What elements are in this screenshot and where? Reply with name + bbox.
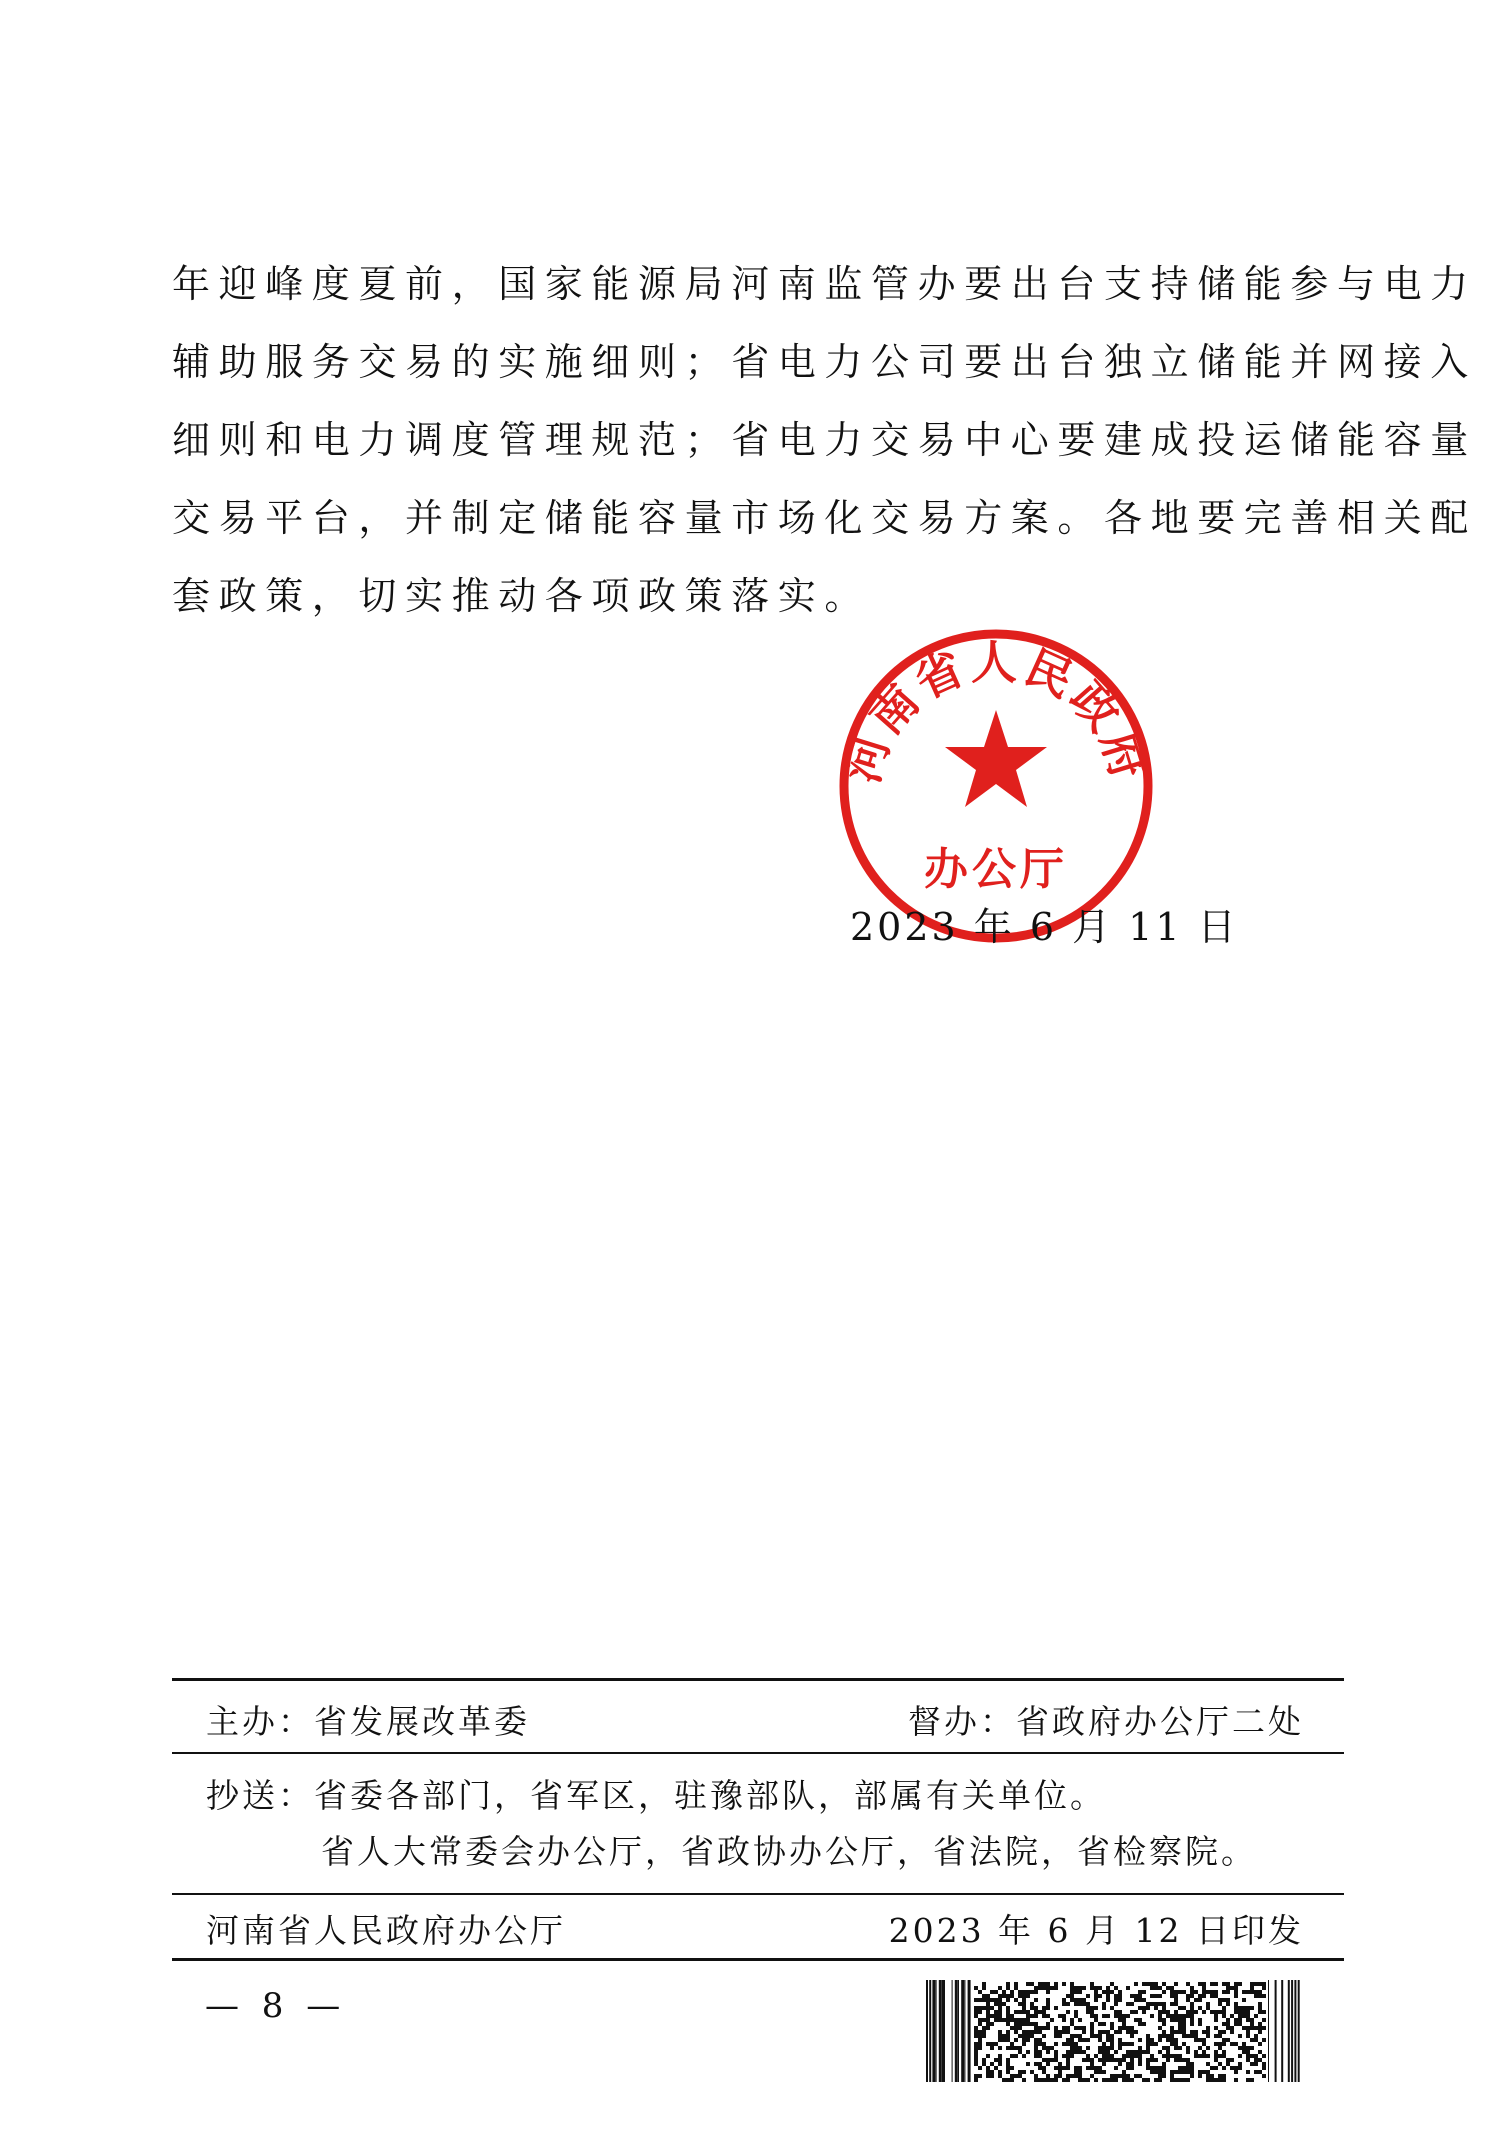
body-line: 套政策，切实推动各项政策落实。 [172, 574, 872, 618]
footer-bottom-rule [172, 1958, 1344, 1961]
supervisor-label: 督办：省政府办公厅二处 [908, 1702, 1304, 1741]
cc-line: 省人大常委会办公厅，省政协办公厅，省法院，省检察院。 [321, 1832, 1257, 1871]
qr-code-icon [924, 1978, 1302, 2084]
host-label: 主办：省发展改革委 [206, 1702, 530, 1741]
page-number: — 8 — [205, 1986, 347, 2026]
body-line: 辅助服务交易的实施细则；省电力公司要出台独立储能并网接入 [172, 340, 1477, 384]
issue-date: 2023 年 6 月 12 日印发 [888, 1911, 1304, 1950]
cc-line: 抄送：省委各部门，省军区，驻豫部队，部属有关单位。 [206, 1776, 1106, 1815]
body-line: 年迎峰度夏前，国家能源局河南监管办要出台支持储能参与电力 [172, 262, 1477, 306]
footer-divider [172, 1893, 1344, 1895]
signature-date: 2023 年 6 月 11 日 [850, 905, 1239, 949]
body-line: 细则和电力调度管理规范；省电力交易中心要建成投运储能容量 [172, 418, 1477, 462]
issuer: 河南省人民政府办公厅 [206, 1911, 566, 1950]
svg-text:办公厅: 办公厅 [924, 844, 1068, 895]
footer-top-rule [172, 1678, 1344, 1681]
body-line: 交易平台，并制定储能容量市场化交易方案。各地要完善相关配 [172, 496, 1477, 540]
footer-divider [172, 1752, 1344, 1754]
seal-star-icon [945, 710, 1047, 807]
svg-text:河南省人民政府: 河南省人民政府 [836, 635, 1156, 789]
body-paragraph [172, 245, 1477, 635]
